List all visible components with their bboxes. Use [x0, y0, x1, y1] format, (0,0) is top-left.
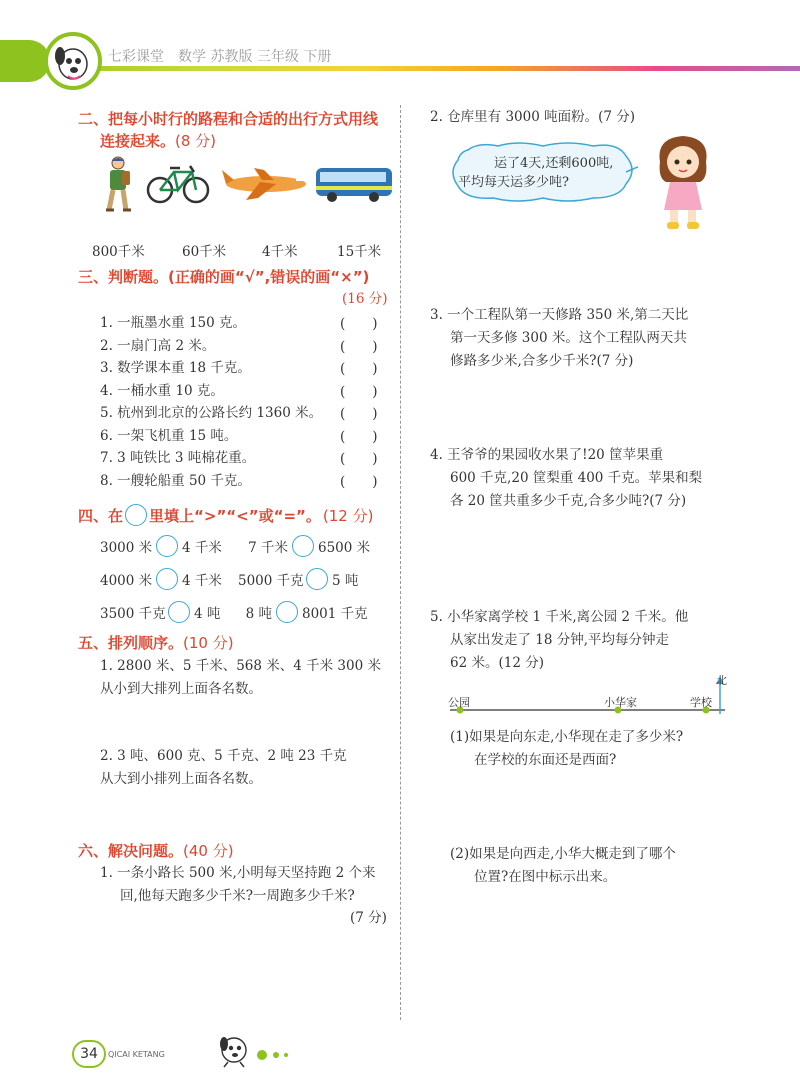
section-5-title: 五、排列顺序。(10 分) [78, 634, 234, 652]
s6-q1-score: (7 分) [350, 910, 387, 926]
page-number: 34 [80, 1046, 98, 1062]
footer-brand: QICAI KETANG [108, 1050, 165, 1059]
distance-60: 60千米 [182, 244, 227, 260]
q5-sub1-line1: (1)如果是向东走,小华现在走了多少米? [450, 729, 684, 745]
header-green-tab [0, 40, 50, 82]
compare-circle[interactable] [276, 601, 298, 623]
q5-sub2-line1: (2)如果是向西走,小华大概走到了哪个 [450, 846, 676, 862]
section-4-title: 四、在 里填上“>”“<”或“=”。 (12 分) [78, 504, 373, 526]
q5-sub2-line2: 位置?在图中标示出来。 [474, 869, 617, 885]
answer-paren[interactable]: ( ) [340, 361, 378, 377]
answer-paren[interactable]: ( ) [340, 473, 378, 490]
judgement-item: 2. 一扇门高 2 米。 ( ) [100, 335, 396, 357]
bubble-line-1: 运了4天,还剩600吨, [494, 156, 614, 171]
q3-line3: 修路多少米,合多少千米?(7 分) [450, 353, 634, 369]
answer-paren[interactable]: ( ) [340, 428, 378, 445]
s5-q1-line1: 1. 2800 米、5 千米、568 米、4 千米 300 米 [100, 658, 381, 674]
bicycle-image [146, 160, 210, 206]
home-label: 小华家 [604, 696, 637, 709]
s6-q1-line1: 1. 一条小路长 500 米,小明每天坚持跑 2 个来 [100, 865, 376, 881]
section-3-title: 三、判断题。(正确的画“√”,错误的画“×”) [78, 268, 370, 286]
airplane-image [220, 162, 308, 204]
walker-image [98, 155, 138, 213]
q4-line1: 4. 王爷爷的果园收水果了!20 筐苹果重 [430, 447, 664, 463]
q3-line2: 第一天多修 300 米。这个工程队两天共 [450, 330, 687, 346]
school-label: 学校 [690, 696, 712, 709]
q5-line2: 从家出发走了 18 分钟,平均每分钟走 [450, 632, 670, 648]
q2-text: 2. 仓库里有 3000 吨面粉。(7 分) [430, 109, 636, 125]
position-map [440, 672, 740, 722]
q4-line3: 各 20 筐共重多少千克,合多少吨?(7 分) [450, 493, 687, 509]
distance-800: 800千米 [92, 244, 145, 260]
q5-line1: 5. 小华家离学校 1 千米,离公园 2 千米。他 [430, 609, 689, 625]
header-bar [0, 66, 800, 71]
answer-paren[interactable]: ( ) [340, 383, 378, 400]
footer-mascot-icon [214, 1028, 254, 1068]
s5-q2-line2: 从大到小排列上面各名数。 [100, 771, 262, 787]
q5-line3: 62 米。(12 分) [450, 655, 544, 671]
q4-line2: 600 千克,20 筐梨重 400 千克。苹果和梨 [450, 470, 703, 486]
answer-paren[interactable]: ( ) [340, 338, 378, 355]
bus-image [314, 164, 394, 204]
judgement-item: 7. 3 吨铁比 3 吨棉花重。 ( ) [100, 447, 396, 469]
section-3-score: (16 分) [342, 291, 388, 307]
section-6-title: 六、解决问题。(40 分) [78, 842, 234, 860]
q3-line1: 3. 一个工程队第一天修路 350 米,第二天比 [430, 307, 689, 323]
answer-paren[interactable]: ( ) [340, 316, 378, 332]
park-label: 公园 [448, 696, 470, 709]
north-label: 北 [716, 674, 727, 687]
judgement-item: 6. 一架飞机重 15 吨。 ( ) [100, 425, 396, 447]
compare-row-3: 3500 千克 4 吨 8 吨 8001 千克 [100, 601, 368, 623]
s6-q1-line2: 回,他每天跑多少千米?一周跑多少千米? [120, 888, 355, 904]
distance-15: 15千米 [337, 244, 382, 260]
section-2-title-line2: 连接起来。(8 分) [100, 132, 217, 150]
judgement-item: 5. 杭州到北京的公路长约 1360 米。 ( ) [100, 402, 396, 424]
s5-q1-line2: 从小到大排列上面各名数。 [100, 681, 262, 697]
section-2-title: 二、把每小时行的路程和合适的出行方式用线 [78, 110, 379, 128]
girl-illustration [648, 132, 718, 232]
compare-circle[interactable] [156, 535, 178, 557]
bubble-line-2: 平均每天运多少吨? [458, 175, 569, 190]
answer-paren[interactable]: ( ) [340, 406, 378, 422]
column-divider [400, 105, 401, 1020]
compare-circle[interactable] [156, 568, 178, 590]
judgement-item: 8. 一艘轮船重 50 千克。 ( ) [100, 470, 396, 492]
q5-sub1-line2: 在学校的东面还是西面? [474, 752, 617, 768]
compare-circle[interactable] [306, 568, 328, 590]
speech-bubble [448, 142, 638, 204]
compare-row-1: 3000 米 4 千米 7 千米 6500 米 [100, 535, 370, 557]
judgement-item: 3. 数学课本重 18 千克。 ( ) [100, 357, 396, 379]
compare-circle[interactable] [292, 535, 314, 557]
mascot-logo [44, 32, 102, 90]
s5-q2-line1: 2. 3 吨、600 克、5 千克、2 吨 23 千克 [100, 748, 347, 764]
distance-4: 4千米 [262, 244, 298, 260]
page-number-badge [72, 1040, 106, 1068]
judgement-item: 4. 一桶水重 10 克。 ( ) [100, 380, 396, 402]
compare-circle[interactable] [168, 601, 190, 623]
judgement-item: 1. 一瓶墨水重 150 克。 ( ) [100, 312, 396, 334]
circle-blank-icon [125, 504, 147, 526]
header-title: 七彩课堂 数学 苏教版 三年级 下册 [108, 49, 332, 65]
footer-dots-icon [256, 1046, 296, 1058]
answer-paren[interactable]: ( ) [340, 451, 378, 467]
compare-row-2: 4000 米 4 千米 5000 千克 5 吨 [100, 568, 358, 590]
